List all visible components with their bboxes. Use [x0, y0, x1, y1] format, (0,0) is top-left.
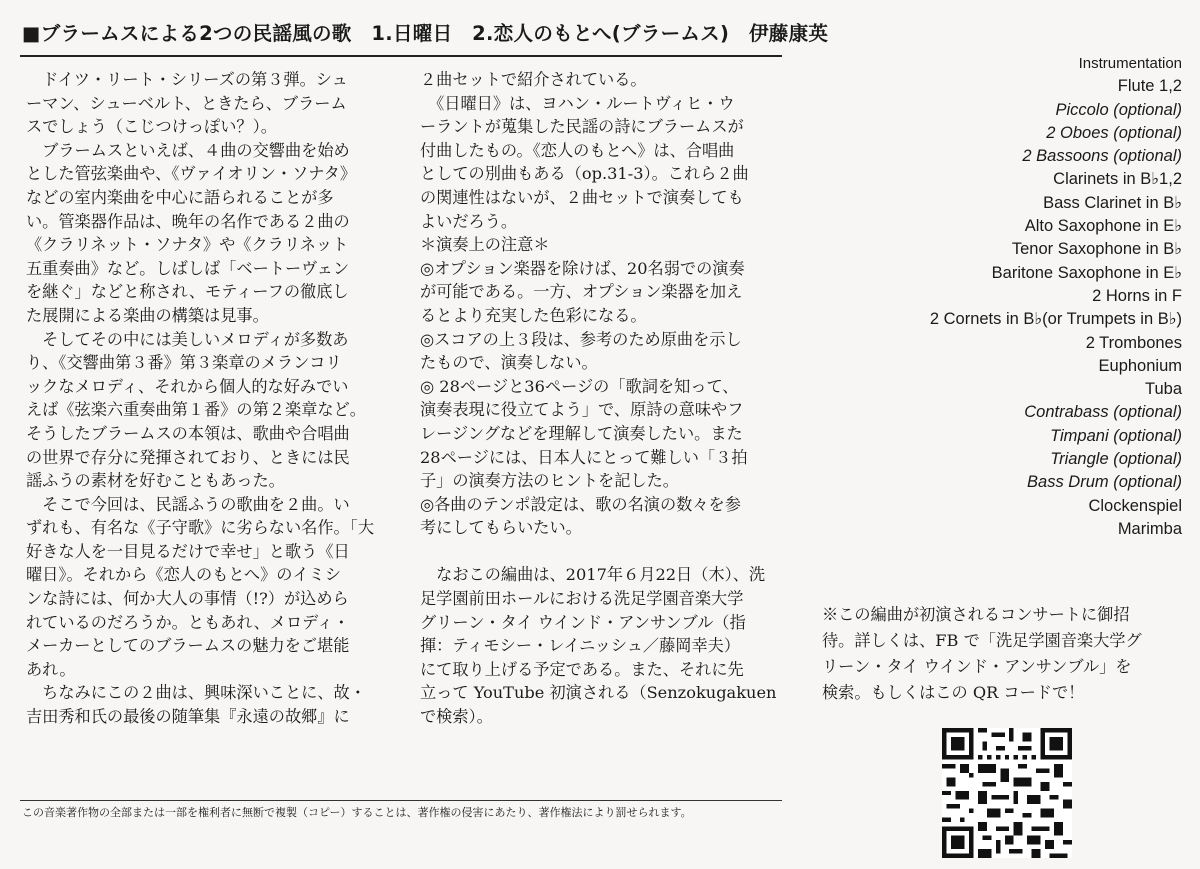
article-line: としての別曲もある（op.31-3）。これら２曲: [420, 164, 749, 184]
article-line: などの室内楽曲を中心に語られることが多: [26, 187, 334, 207]
article-line: [420, 540, 792, 564]
instrumentation-list: [930, 52, 1182, 541]
article-line: スでしょう（こじつけっぽい？）。: [26, 117, 277, 137]
instrument-item: Bass Drum (optional): [1027, 473, 1182, 492]
article-line: り、《交響曲第３番》第３楽章のメランコリ: [26, 353, 342, 373]
article-line: の世界で存分に発揮されており、ときには民: [26, 447, 350, 467]
article-line: 28ページには、日本人にとって難しい「３拍: [420, 447, 748, 467]
instrument-item: Baritone Saxophone in E♭: [991, 263, 1182, 282]
qr-code-icon[interactable]: [942, 728, 1072, 858]
article-line: い。管楽器作品は、晩年の名作である２曲の: [26, 211, 350, 231]
article-line: 《クラリネット・ソナタ》や《クラリネット: [26, 235, 349, 255]
instrument-item: 2 Horns in F: [1092, 286, 1182, 305]
instrument-item: 2 Bassoons (optional): [1022, 147, 1182, 166]
instrumentation-heading: Instrumentation: [1078, 55, 1182, 72]
article-line: れているのだろうか。ともあれ、メロディ・: [26, 612, 350, 632]
instrument-item: 2 Trombones: [1085, 333, 1182, 352]
article-line: 五重奏曲》など。しばしば「ベートーヴェン: [26, 258, 350, 278]
article-line: 謡ふうの素材を好むこともあった。: [26, 471, 285, 491]
instrument-item: Marimba: [1117, 519, 1182, 538]
article-line: ックなメロディ、それから個人的な好みでい: [26, 376, 349, 396]
article-line: 揮：ティモシー・レイニッシュ／藤岡幸夫）: [420, 636, 741, 656]
article-line: 好きな人を一目見るだけで幸せ」と歌う《日: [26, 541, 350, 561]
concert-note-line: 検索。もしくはこの QR コードで！: [822, 683, 1085, 702]
article-column-right: [420, 68, 792, 729]
article-line: ンな詩には、何か大人の事情（!?）が込めら: [26, 589, 349, 609]
concert-note-line: ※この編曲が初演されるコンサートに御招: [822, 605, 1130, 624]
article-line: レージングなどを理解して演奏したい。また: [420, 423, 743, 443]
article-line: グリーン・タイ ウインド・アンサンブル（指: [420, 612, 746, 632]
article-line: で検索）。: [420, 707, 493, 727]
instrument-item: Timpani (optional): [1050, 426, 1182, 445]
instrument-item: Flute 1,2: [1117, 77, 1182, 96]
article-line: にて取り上げる予定である。また、それに先: [420, 659, 744, 679]
article-line: なおこの編曲は、2017年６月22日（木）、洗: [420, 565, 766, 585]
article-line: よいだろう。: [420, 211, 518, 231]
article-line: るとより充実した色彩になる。: [420, 305, 647, 325]
article-line: を継ぐ」などと称され、モティーフの徹底し: [26, 282, 349, 302]
instrument-item: Euphonium: [1098, 356, 1182, 375]
footer-divider: [20, 800, 782, 801]
article-line: そしてその中には美しいメロディが多数あ: [26, 329, 349, 349]
article-line: が可能である。一方、オプション楽器を加え: [420, 282, 743, 302]
copyright-notice: この音楽著作物の全部または一部を権利者に無断で複製（コピー）することは、著作権の侵害にあたり、著作権法により罰せられます。: [22, 806, 692, 819]
instrument-item: Bass Clarinet in B♭: [1043, 193, 1182, 212]
concert-note: [822, 602, 1194, 706]
article-line: 曜日》。それから《恋人のもとへ》のイミシ: [26, 565, 342, 585]
article-line: ◎スコアの上３段は、参考のため原曲を示し: [420, 329, 742, 349]
article-line: 《日曜日》は、ヨハン・ルートヴィヒ・ウ: [420, 93, 735, 113]
article-line: ◎各曲のテンポ設定は、歌の名演の数々を参: [420, 494, 741, 514]
article-line: メーカーとしてのブラームスの魅力をご堪能: [26, 636, 350, 656]
article-line: た展開による楽曲の構築は見事。: [26, 305, 269, 325]
article-line: ＊演奏上の注意＊: [420, 235, 550, 255]
article-line: そうしたブラームスの本領は、歌曲や合唱曲: [26, 423, 350, 443]
article-line: たもので、演奏しない。: [420, 353, 598, 373]
article-line: 付曲したもの。《恋人のもとへ》は、合唱曲: [420, 140, 735, 160]
article-line: ◎オプション楽器を除けば、20名弱での演奏: [420, 258, 745, 278]
article-line: 吉田秀和氏の最後の随筆集『永遠の故郷』に: [26, 707, 350, 727]
title-divider: [20, 55, 782, 57]
article-line: とした管弦楽曲や、《ヴァイオリン・ソナタ》: [26, 164, 357, 184]
article-line: の関連性はないが、２曲セットで演奏しても: [420, 187, 744, 207]
article-line: ーラントが蒐集した民謡の詩にブラームスが: [420, 117, 744, 137]
article-line: ちなみにこの２曲は、興味深いことに、故・: [26, 683, 366, 703]
article-line: そこで今回は、民謡ふうの歌曲を２曲。い: [26, 494, 350, 514]
page-title: ■ブラームスによる2つの民謡風の歌 1.日曜日 2.恋人のもとへ(ブラームス) 伊藤康英: [22, 22, 829, 45]
instrument-item: Tenor Saxophone in B♭: [1011, 240, 1182, 259]
article-line: ２曲セットで紹介されている。: [420, 70, 647, 89]
instrument-item: Piccolo (optional): [1055, 100, 1182, 119]
instrument-item: Tuba: [1145, 380, 1182, 399]
instrument-item: Clarinets in B♭1,2: [1053, 170, 1182, 189]
article-line: ◎ 28ページと36ページの「歌詞を知って、: [420, 376, 739, 396]
concert-note-line: 待。詳しくは、FB で「洗足学園音楽大学グ: [822, 631, 1142, 650]
instrument-item: Contrabass (optional): [1024, 403, 1182, 422]
instrument-item: 2 Oboes (optional): [1046, 123, 1182, 142]
article-line: ずれも、有名な《子守歌》に劣らない名作。「大: [26, 518, 375, 538]
article-line: 立って YouTube 初演される（Senzokugakuen: [420, 683, 777, 703]
article-line: あれ。: [26, 659, 76, 679]
article-line: 足学園前田ホールにおける洗足学園音楽大学: [420, 589, 744, 609]
article-column-left: [26, 68, 398, 729]
article-line: 考にしてもらいたい。: [420, 518, 582, 538]
article-line: 演奏表現に役立てよう」で、原詩の意味やフ: [420, 400, 744, 420]
article-line: 子」の演奏方法のヒントを記した。: [420, 471, 679, 491]
article-line: ドイツ・リート・シリーズの第３弾。シュ: [26, 70, 348, 89]
instrument-item: Triangle (optional): [1050, 450, 1182, 469]
article-line: えば《弦楽六重奏曲第１番》の第２楽章など。: [26, 400, 366, 420]
article-line: ブラームスといえば、４曲の交響曲を始め: [26, 140, 350, 160]
article-line: ーマン、シューベルト、ときたら、ブラーム: [26, 93, 347, 113]
instrument-item: Alto Saxophone in E♭: [1024, 217, 1182, 236]
instrument-item: 2 Cornets in B♭(or Trumpets in B♭): [929, 310, 1182, 329]
instrument-item: Clockenspiel: [1088, 496, 1182, 515]
concert-note-line: リーン・タイ ウインド・アンサンブル」を: [822, 657, 1132, 676]
